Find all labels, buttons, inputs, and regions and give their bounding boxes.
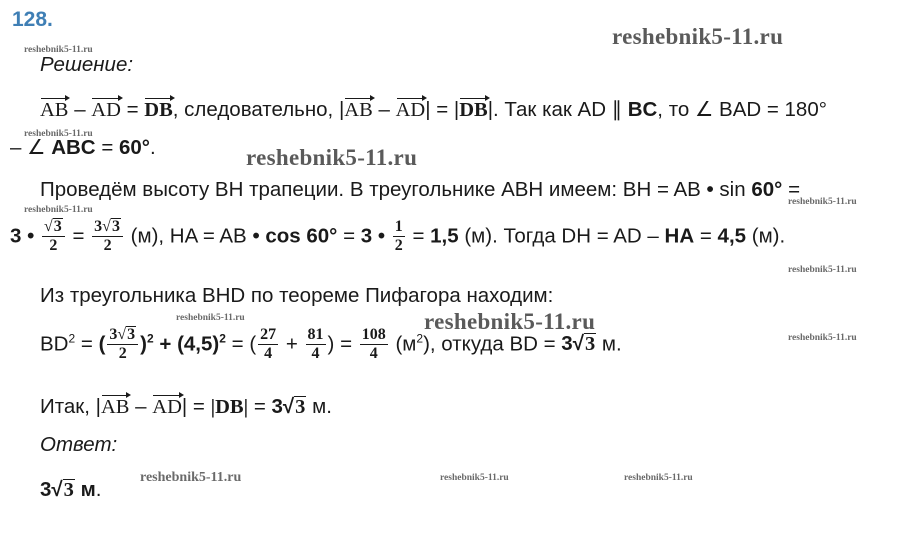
solution-line-3 xyxy=(40,180,800,201)
equals-sign: = xyxy=(788,178,801,201)
watermark: reshebnik5-11.ru xyxy=(788,197,857,207)
number: 3 xyxy=(10,224,22,248)
solution-line-2 xyxy=(10,138,156,159)
multiply-dot: • xyxy=(377,224,386,248)
fraction-sqrt3-over-2: $\frac{√3}{2}$ xyxy=(42,218,65,256)
solution-line-6 xyxy=(40,326,622,364)
vector-db: DB xyxy=(459,96,487,121)
watermark: reshebnik5-11.ru xyxy=(246,145,418,170)
multiply-dot: • xyxy=(252,224,260,248)
vector-ad: AD xyxy=(152,393,182,418)
watermark: reshebnik5-11.ru xyxy=(788,265,857,275)
result-value: 3√3 xyxy=(271,395,306,418)
text: , следовательно, | xyxy=(172,98,345,121)
text: – ∠ xyxy=(10,136,46,159)
paren: ) xyxy=(327,332,335,356)
solution-line-1 xyxy=(40,96,827,121)
vector-ad: AD xyxy=(396,96,426,121)
segment-bd: BD xyxy=(40,332,69,356)
segment-bc: BC xyxy=(627,98,658,121)
vector-db-magnitude: |DB| xyxy=(210,396,249,418)
watermark: reshebnik5-11.ru xyxy=(612,24,784,49)
minus-sign: – xyxy=(74,98,86,121)
sin-label: sin xyxy=(719,178,746,201)
angle-value: 60° xyxy=(119,136,151,159)
equals-sign: = xyxy=(126,98,139,121)
problem-number: 128. xyxy=(12,8,53,31)
solution-line-4 xyxy=(10,218,785,256)
plus-sign: + xyxy=(285,332,298,356)
equals-sign: = xyxy=(343,224,356,248)
exponent: 2 xyxy=(219,331,226,346)
watermark: reshebnik5-11.ru xyxy=(788,333,857,343)
watermark: reshebnik5-11.ru xyxy=(424,309,596,334)
fraction-27-over-4: $\frac{27}{4}$ xyxy=(260,326,277,363)
fraction-3sqrt3-over-2: $\frac{3√3}{2}$ xyxy=(92,218,123,256)
vector-ab: AB xyxy=(101,393,129,418)
exponent: 2 xyxy=(68,331,76,346)
text: . xyxy=(150,136,156,159)
vector-ab: AB xyxy=(40,96,68,121)
text: (м xyxy=(395,332,417,356)
fraction-108-over-4: $\frac{108}{4}$ xyxy=(361,326,386,363)
answer-value: 3√3 м. xyxy=(40,478,102,501)
exponent: 2 xyxy=(416,331,424,346)
watermark: reshebnik5-11.ru xyxy=(24,45,93,55)
value: (4,5) xyxy=(177,332,220,356)
cos-expression: cos 60° xyxy=(265,224,338,248)
text: Проведём высоту BH трапеции. В треугольнике ABH имеем: BH = AB xyxy=(40,178,701,201)
paren: ( xyxy=(98,332,106,356)
minus-sign: – xyxy=(378,98,390,121)
paren: ) xyxy=(140,332,147,356)
answer-heading: Ответ: xyxy=(40,433,118,456)
fraction-3sqrt3-over-2: $\frac{3√3}{2}$ xyxy=(107,326,138,364)
vector-ad: AD xyxy=(91,96,121,121)
exponent: 2 xyxy=(147,331,154,346)
watermark: reshebnik5-11.ru xyxy=(440,473,509,483)
solution-line-5: Из треугольника BHD по теореме Пифагора находим: xyxy=(40,284,554,307)
unit: м. xyxy=(312,395,332,418)
equals-sign: = xyxy=(72,224,85,248)
equals-sign: = xyxy=(101,136,114,159)
fraction-81-over-4: $\frac{81}{4}$ xyxy=(307,326,324,363)
text: Итак, | xyxy=(40,395,101,418)
text: | = xyxy=(181,395,205,418)
equals-sign: = xyxy=(231,332,244,356)
angle-abc: ABC xyxy=(51,136,96,159)
watermark: reshebnik5-11.ru xyxy=(140,470,242,485)
watermark: reshebnik5-11.ru xyxy=(24,205,93,215)
angle-value: 60° xyxy=(751,178,783,201)
multiply-dot: • xyxy=(706,178,714,201)
watermark: reshebnik5-11.ru xyxy=(24,129,93,139)
paren: ( xyxy=(249,332,257,356)
solution-line-7 xyxy=(40,393,332,418)
equals-sign: = xyxy=(412,224,425,248)
segment-ha: HA xyxy=(664,224,695,248)
watermark: reshebnik5-11.ru xyxy=(176,313,245,323)
plus-sign: + xyxy=(159,332,172,356)
number: 3 xyxy=(360,224,373,248)
text: (м), HA = AB xyxy=(130,224,247,248)
unit: м. xyxy=(601,332,622,356)
equals-sign: = xyxy=(253,395,266,418)
value: 4,5 xyxy=(717,224,747,248)
text: (м). xyxy=(751,224,786,248)
multiply-dot: • xyxy=(27,224,35,248)
text: | = | xyxy=(425,98,460,121)
text: |. Так как AD ∥ xyxy=(487,98,622,121)
vector-ab: AB xyxy=(344,96,372,121)
equals-sign: = xyxy=(80,332,93,356)
equals-sign: = xyxy=(340,332,353,356)
text: ), откуда BD = xyxy=(423,332,556,356)
solution-heading: Решение: xyxy=(40,53,134,76)
result-value: 3√3 xyxy=(561,332,596,356)
text: , то ∠ BAD = 180° xyxy=(657,98,827,121)
equals-sign: = xyxy=(699,224,712,248)
text: (м). Тогда DH = AD – xyxy=(464,224,659,248)
value: 1,5 xyxy=(430,224,459,248)
fraction-1-over-2: $\frac{1}{2}$ xyxy=(394,218,403,255)
minus-sign: – xyxy=(135,395,147,418)
vector-db: DB xyxy=(144,96,172,121)
watermark: reshebnik5-11.ru xyxy=(624,473,693,483)
